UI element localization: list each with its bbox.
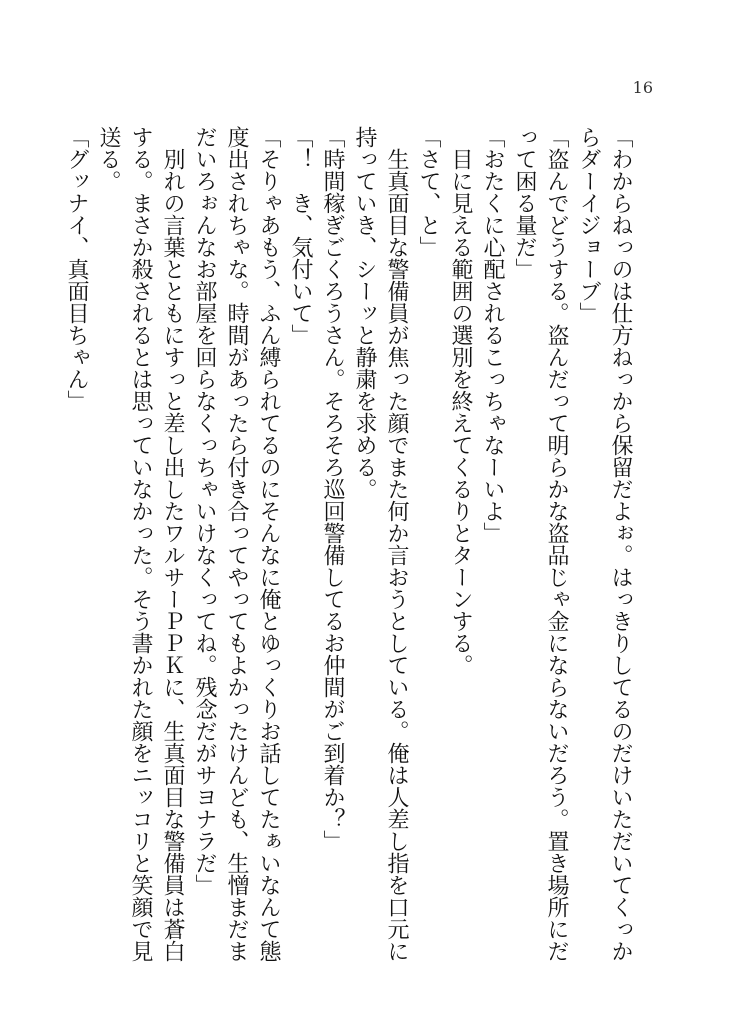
paragraph: 「盗んでどうする。盗んだって明らかな盗品じゃ金にならないだろう。置き場所にだって困る量だ」 — [512, 126, 569, 962]
body-text — [64, 126, 636, 966]
paragraph: 別れの言葉とともにすっと差し出したワルサーＰＰＫに、生真面目な警備員は蒼白する。まさか殺されるとは思っていなかった。そう書かれた顔をニッコリと笑顔で見送る。 — [96, 126, 185, 962]
paragraph: 「！ き、気付いて」 — [288, 126, 313, 346]
page-number: 16 — [632, 78, 653, 97]
paragraph: 「グッナイ、真面目ちゃん」 — [64, 126, 89, 412]
paragraph: 生真面目な警備員が焦った顔でまた何か言おうとしている。俺は人差し指を口元に持っていき、シーッと静粛を求める。 — [352, 126, 409, 962]
paragraph: 「わからねっのは仕方ねっから保留だよぉ。はっきりしてるのだけいただいてくっからダーイジョーブ」 — [576, 126, 633, 962]
paragraph: 「そりゃあもう、ふん縛られてるのにそんなに俺とゆっくりお話してたぁいなんて態度出されちゃな。時間があったら付き合ってやってもよかったけんども、生憎まだまだいろぉんなお部屋を回らなくっちゃいけなくってね。残念だがサヨナラだ」 — [192, 126, 281, 962]
paragraph: 「さて、と」 — [416, 126, 441, 258]
paragraph: 「時間稼ぎごくろうさん。そろそろ巡回警備してるお仲間がご到着か？」 — [320, 126, 345, 852]
paragraph: 目に見える範囲の選別を終えてくるりとターンする。 — [448, 148, 473, 676]
paragraph: 「おたくに心配されるこっちゃなーいよ」 — [480, 126, 505, 544]
